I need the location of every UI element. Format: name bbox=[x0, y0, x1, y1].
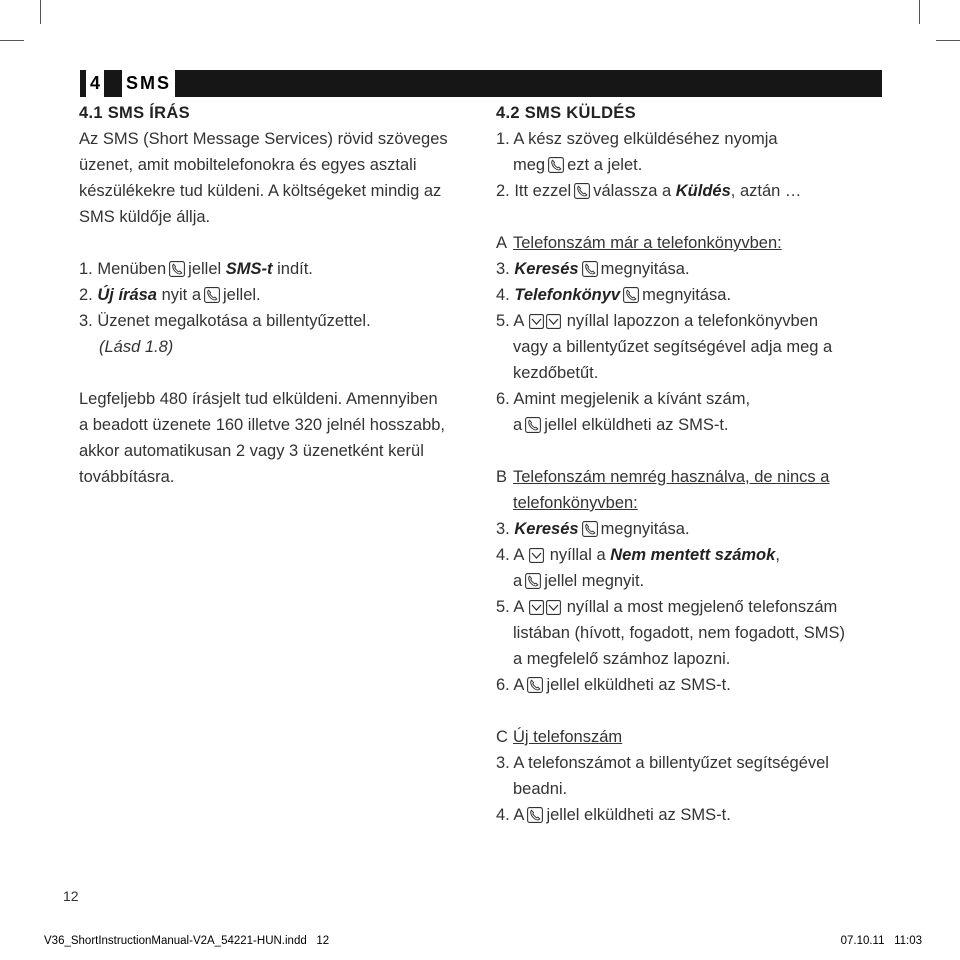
crop-mark bbox=[936, 40, 960, 41]
call-key-icon bbox=[548, 157, 564, 173]
note-line: a beadott üzenete 160 illetve 320 jelnél hosszabb, bbox=[79, 416, 446, 434]
note-line: Legfeljebb 480 írásjelt tud elküldeni. Amennyiben bbox=[79, 390, 438, 408]
option-b-step-5: 5. A nyíllal a most megjelenő telefonszám bbox=[496, 598, 838, 616]
intro-line: készülékekre tud küldeni. A költségeket mindig az bbox=[79, 182, 442, 200]
step-1: 1. Menüben jellel SMS-t indít. bbox=[79, 260, 313, 278]
page-number: 12 bbox=[63, 888, 79, 904]
step-3: 3. Üzenet megalkotása a billentyűzettel. bbox=[79, 312, 371, 330]
call-key-icon bbox=[527, 677, 543, 693]
option-c-step-3-cont: beadni. bbox=[513, 780, 568, 798]
option-b-step-4-cont: a jellel megnyit. bbox=[513, 572, 645, 590]
call-key-icon bbox=[623, 287, 639, 303]
option-b-step-6: 6. A jellel elküldheti az SMS-t. bbox=[496, 676, 731, 694]
call-key-icon bbox=[204, 287, 220, 303]
option-b-title-cont: telefonkönyvben: bbox=[513, 494, 638, 512]
intro-line: Az SMS (Short Message Services) rövid szöveges bbox=[79, 130, 448, 148]
crop-mark bbox=[40, 0, 41, 24]
call-key-icon bbox=[169, 261, 185, 277]
option-a-title: A Telefonszám már a telefonkönyvben: bbox=[496, 234, 782, 252]
option-a-step-6-cont: a jellel elküldheti az SMS-t. bbox=[513, 416, 729, 434]
crop-mark bbox=[0, 40, 24, 41]
down-arrow-key-icon bbox=[546, 600, 561, 615]
option-a-step-5-cont: kezdőbetűt. bbox=[513, 364, 599, 382]
step-2: 2. Új írása nyit a jellel. bbox=[79, 286, 261, 304]
down-arrow-key-icon bbox=[529, 548, 544, 563]
down-arrow-key-icon bbox=[529, 600, 544, 615]
note-line: továbbításra. bbox=[79, 468, 175, 486]
option-b-step-4: 4. A nyíllal a Nem mentett számok, bbox=[496, 546, 780, 564]
intro-line: SMS küldője állja. bbox=[79, 208, 211, 226]
print-datetime: 07.10.11 11:03 bbox=[840, 935, 922, 947]
send-step-1: 1. A kész szöveg elküldéséhez nyomja bbox=[496, 130, 778, 148]
option-a-step-5: 5. A nyíllal lapozzon a telefonkönyvben bbox=[496, 312, 819, 330]
crop-mark bbox=[919, 0, 920, 24]
option-a-step-6: 6. Amint megjelenik a kívánt szám, bbox=[496, 390, 751, 408]
chapter-title: SMS bbox=[122, 70, 175, 97]
chapter-number: 4 bbox=[86, 70, 104, 97]
option-b-step-5-cont: a megfelelő számhoz lapozni. bbox=[513, 650, 731, 668]
section-heading: 4.1 SMS ÍRÁS bbox=[79, 104, 190, 122]
down-arrow-key-icon bbox=[546, 314, 561, 329]
down-arrow-key-icon bbox=[529, 314, 544, 329]
option-a-step-5-cont: vagy a billentyűzet segítségével adja meg a bbox=[513, 338, 833, 356]
call-key-icon bbox=[525, 417, 541, 433]
option-b-step-5-cont: listában (hívott, fogadott, nem fogadott, SMS) bbox=[513, 624, 846, 642]
option-b-step-3: 3. Keresés megnyitása. bbox=[496, 520, 690, 538]
call-key-icon bbox=[582, 261, 598, 277]
send-step-1-cont: meg ezt a jelet. bbox=[513, 156, 643, 174]
option-c-step-4: 4. A jellel elküldheti az SMS-t. bbox=[496, 806, 731, 824]
option-a-step-3: 3. Keresés megnyitása. bbox=[496, 260, 690, 278]
chapter-header-bar bbox=[80, 70, 882, 97]
send-step-2: 2. Itt ezzel válassza a Küldés, aztán … bbox=[496, 182, 802, 200]
left-column bbox=[79, 100, 474, 490]
section-heading: 4.2 SMS KÜLDÉS bbox=[496, 104, 636, 122]
note-line: akkor automatikusan 2 vagy 3 üzenetként kerül bbox=[79, 442, 424, 460]
option-c-title: C Új telefonszám bbox=[496, 728, 623, 746]
right-column bbox=[496, 100, 896, 828]
call-key-icon bbox=[527, 807, 543, 823]
call-key-icon bbox=[574, 183, 590, 199]
step-3-reference: (Lásd 1.8) bbox=[99, 338, 174, 356]
option-a-step-4: 4. Telefonkönyv megnyitása. bbox=[496, 286, 732, 304]
call-key-icon bbox=[582, 521, 598, 537]
option-b-title: B Telefonszám nemrég használva, de nincs a bbox=[496, 468, 830, 486]
file-slug: V36_ShortInstructionManual-V2A_54221-HUN.indd 12 bbox=[44, 935, 330, 947]
call-key-icon bbox=[525, 573, 541, 589]
intro-line: üzenet, amit mobiltelefonokra és egyes asztali bbox=[79, 156, 417, 174]
option-c-step-3: 3. A telefonszámot a billentyűzet segítségével bbox=[496, 754, 829, 772]
